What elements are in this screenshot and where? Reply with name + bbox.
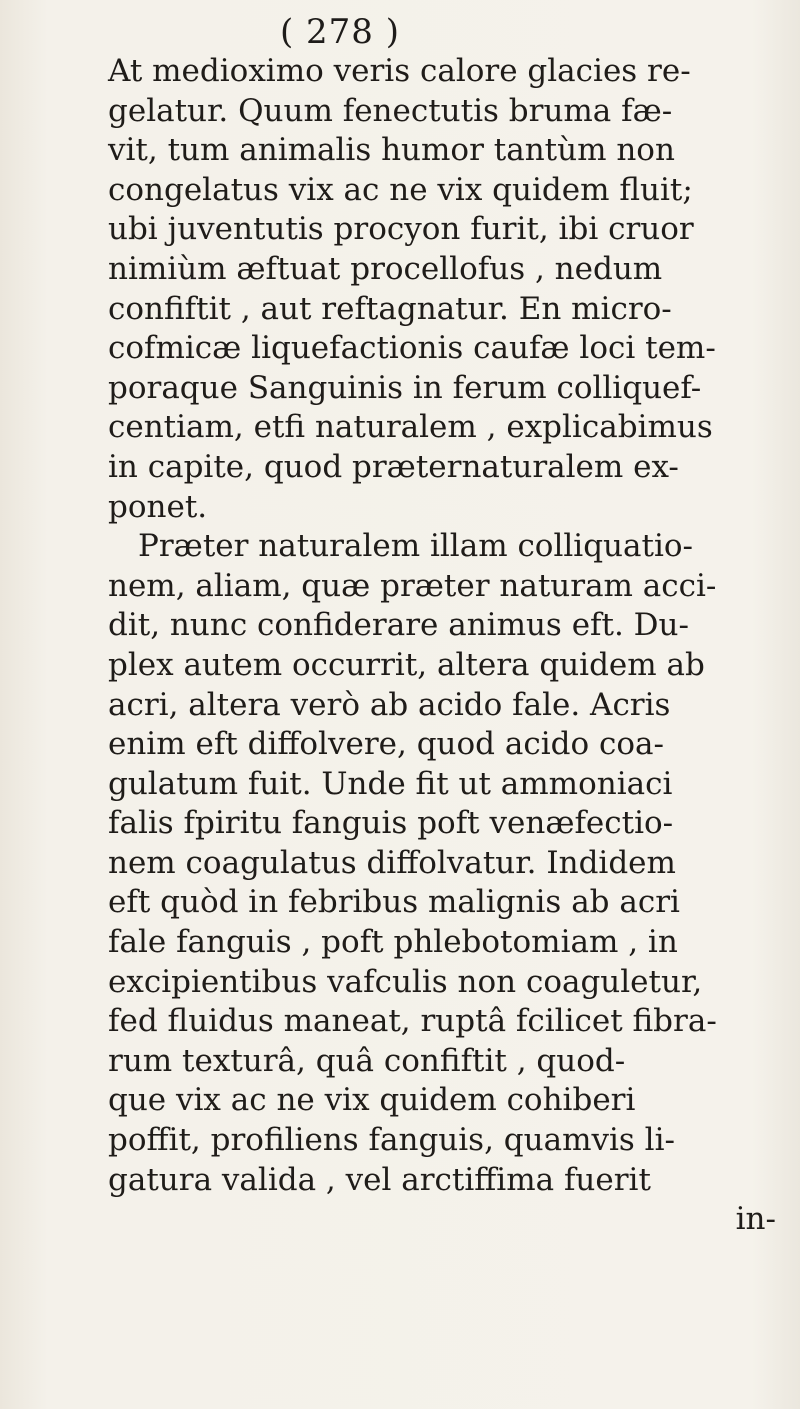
text-line: dit, nunc confiderare animus eft. Du-	[108, 607, 689, 644]
text-line: plex autem occurrit, altera quidem ab	[108, 646, 705, 683]
text-line: centiam, etfi naturalem , explicabimus	[108, 409, 713, 446]
text-line: Præter naturalem illam colliquatio-	[138, 528, 694, 565]
text-line: gulatum fuit. Unde fit ut ammoniaci	[108, 765, 673, 802]
text-line: fed fluidus maneat, ruptâ fcilicet fibra-	[108, 1003, 717, 1040]
text-line: rum texturâ, quâ confiftit , quod-	[108, 1042, 626, 1079]
page-number: ( 278 )	[279, 12, 401, 52]
catchword: in-	[735, 1201, 776, 1238]
text-line: que vix ac ne vix quidem cohiberi	[108, 1082, 636, 1119]
text-line: nimiùm æftuat procellofus , nedum	[108, 250, 663, 287]
text-line: in capite, quod præternaturalem ex-	[108, 448, 679, 485]
text-line: falis fpiritu fanguis poft venæfectio-	[108, 805, 674, 842]
text-line: gatura valida , vel arctiffima fuerit	[108, 1161, 651, 1198]
text-line: cofmicæ liquefactionis caufæ loci tem-	[108, 330, 716, 367]
text-line: fale fanguis , poft phlebotomiam , in	[108, 924, 678, 961]
text-line: nem coagulatus diffolvatur. Indidem	[108, 844, 676, 881]
text-line: At medioximo veris calore glacies re-	[108, 53, 691, 89]
text-line: poffit, profiliens fanguis, quamvis li-	[108, 1122, 675, 1159]
text-line: confiftit , aut reftagnatur. En micro-	[108, 290, 672, 327]
page-text	[108, 52, 788, 1240]
text-line: excipientibus vafculis non coaguletur,	[108, 963, 703, 1000]
text-line: congelatus vix ac ne vix quidem fluit;	[108, 171, 693, 208]
text-line: nem, aliam, quæ præter naturam acci-	[108, 567, 717, 604]
text-line: eft quòd in febribus malignis ab acri	[108, 884, 680, 921]
text-line: enim eft diffolvere, quod acido coa-	[108, 726, 664, 763]
text-line: ponet.	[108, 488, 208, 525]
text-line: ubi juventutis procyon furit, ibi cruor	[108, 211, 694, 248]
text-line: vit, tum animalis humor tantùm non	[108, 132, 675, 169]
text-line: acri, altera verò ab acido fale. Acris	[108, 686, 671, 723]
text-line: poraque Sanguinis in ferum colliquef-	[108, 369, 702, 406]
text-line: gelatur. Quum fenectutis bruma fæ-	[108, 92, 673, 129]
